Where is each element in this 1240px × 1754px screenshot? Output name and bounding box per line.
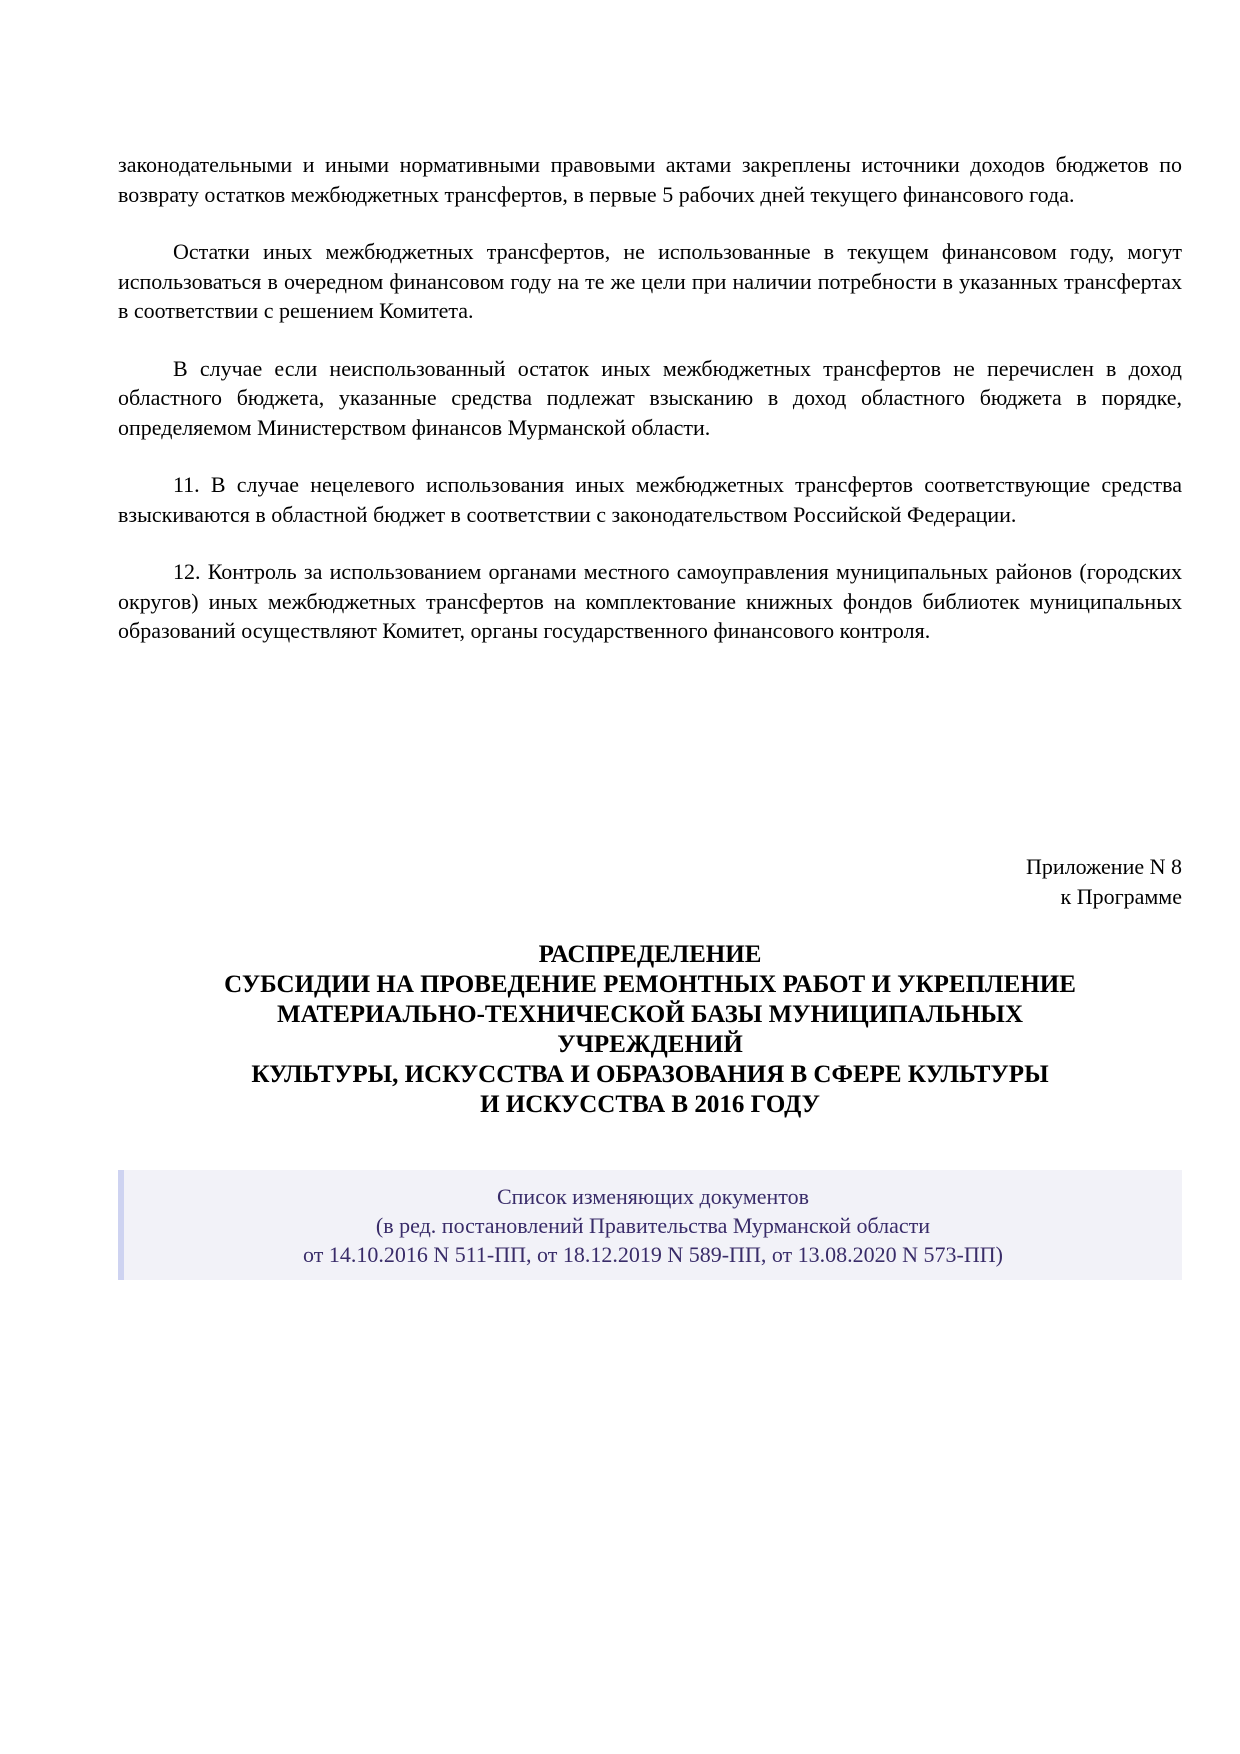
paragraph-item-11: 11. В случае нецелевого использования иных межбюджетных трансфертов соответствующие средства взыскиваются в областной бюджет в соответствии с законодательством Российской Федерации. [118, 472, 1182, 527]
title-line: СУБСИДИИ НА ПРОВЕДЕНИЕ РЕМОНТНЫХ РАБОТ И УКРЕПЛЕНИЕ [224, 971, 1076, 998]
title-line: МАТЕРИАЛЬНО-ТЕХНИЧЕСКОЙ БАЗЫ МУНИЦИПАЛЬНЫХ [276, 1001, 1024, 1028]
amending-documents-box [118, 1170, 1182, 1280]
appendix-number: Приложение N 8 [1026, 854, 1182, 879]
amending-documents-intro: (в ред. постановлений Правительства Мурманской области [375, 1213, 931, 1238]
title-line: РАСПРЕДЕЛЕНИЕ [538, 941, 762, 968]
amending-documents-heading: Список изменяющих документов [496, 1184, 809, 1209]
amending-documents-list: от 14.10.2016 N 511-ПП, от 18.12.2019 N 589-ПП, от 13.08.2020 N 573-ПП) [303, 1242, 1003, 1267]
paragraph-remaining-transfers: Остатки иных межбюджетных трансфертов, не использованные в текущем финансовом году, могут использоваться в очередном финансовом году на те же цели при наличии потребности в указанных трансфертах в соответствии с решением Комитета. [118, 239, 1182, 323]
title-line: И ИСКУССТВА В 2016 ГОДУ [480, 1091, 820, 1118]
document-title [118, 940, 1182, 1120]
appendix-target: к Программе [1060, 884, 1182, 909]
paragraph-item-12: 12. Контроль за использованием органами местного самоуправления муниципальных районов (городских округов) иных межбюджетных трансфертов на комплектование книжных фондов библиотек муниципальных образований осуществляют Комитет, органы государственного финансового контроля. [118, 559, 1182, 643]
title-line: КУЛЬТУРЫ, ИСКУССТВА И ОБРАЗОВАНИЯ В СФЕРЕ КУЛЬТУРЫ [251, 1061, 1049, 1088]
title-line: УЧРЕЖДЕНИЙ [557, 1031, 743, 1058]
appendix-reference [1026, 852, 1182, 912]
paragraph-unspent-balance: В случае если неиспользованный остаток иных межбюджетных трансфертов не перечислен в доход областного бюджета, указанные средства подлежат взысканию в доход областного бюджета в порядке, определяемом Министерством финансов Мурманской области. [118, 355, 1182, 440]
paragraph-budget-return: законодательными и иными нормативными правовыми актами закреплены источники доходов бюджетов по возврату остатков межбюджетных трансфертов, в первые 5 рабочих дней текущего финансового года. [118, 152, 1182, 207]
document-body [118, 150, 1182, 674]
